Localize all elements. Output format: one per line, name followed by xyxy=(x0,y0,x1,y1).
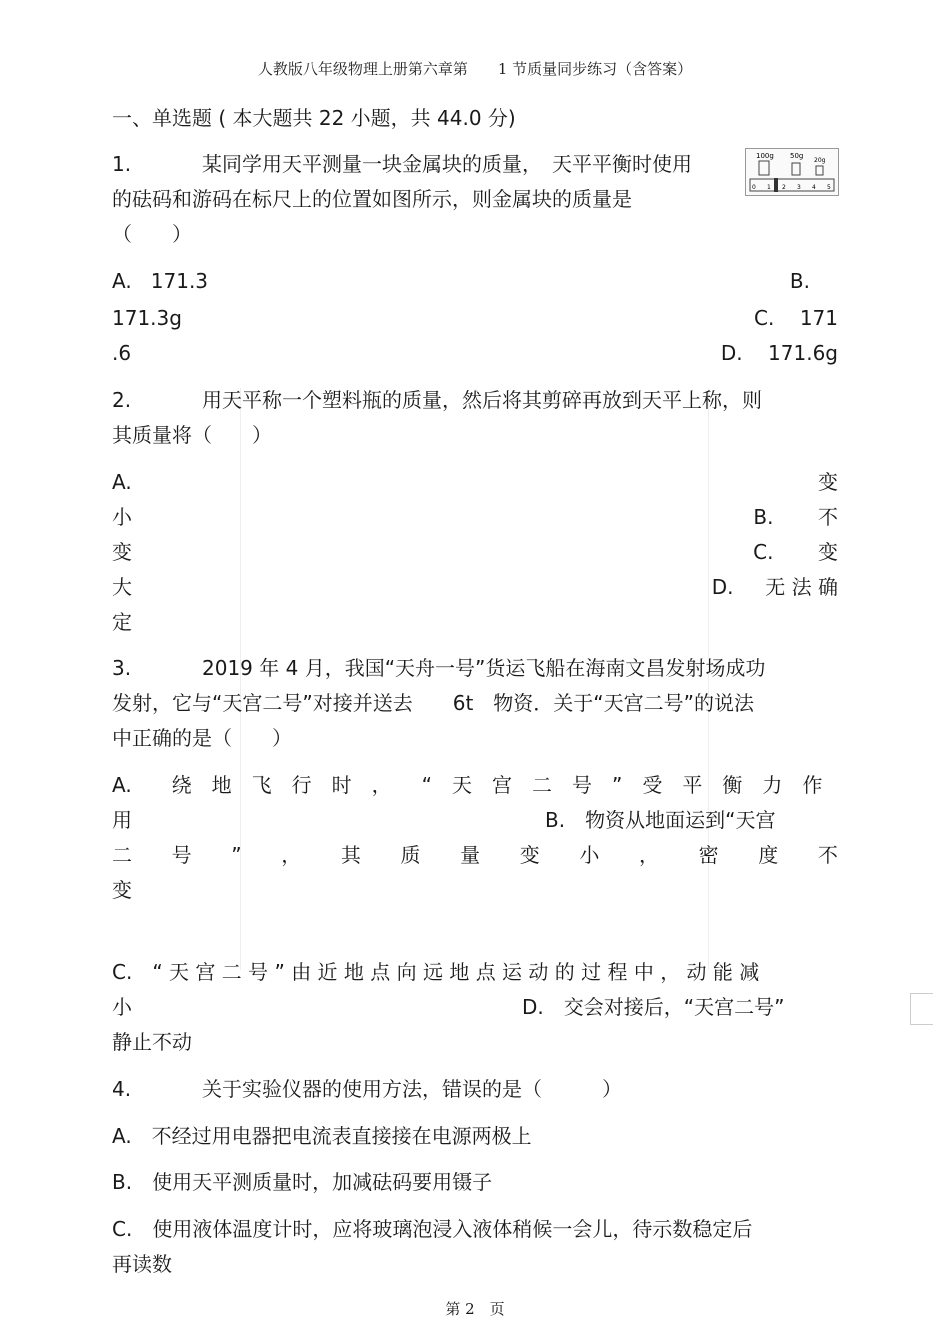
q2-option-a-text-1: 变 xyxy=(818,470,838,494)
scale-tick-4: 4 xyxy=(812,184,816,191)
q2-option-b: B. 不 xyxy=(753,505,838,529)
q4-number: 4. xyxy=(112,1077,132,1101)
q3-line3: 中正确的是（ ） xyxy=(112,726,292,750)
q2-line1 xyxy=(112,386,838,414)
scale-tick-1: 1 xyxy=(767,184,771,191)
q3-option-c-line2: 小 xyxy=(112,995,132,1019)
weight-100g-icon xyxy=(759,161,769,175)
q4-option-a: A. 不经过用电器把电流表直接接在电源两极上 xyxy=(112,1124,532,1148)
q1-text-1: 某同学用天平测量一块金属块的质量， 天平平衡时使用 xyxy=(202,152,692,176)
scale-ruler xyxy=(750,179,834,191)
weight-50g-label: 50g xyxy=(790,152,804,160)
q1-option-b-label: B. xyxy=(789,269,810,293)
q1-option-c-text-cont: .6 xyxy=(112,341,132,365)
q3-option-b-line3: 变 xyxy=(112,878,132,902)
q2-option-a-label: A. xyxy=(112,470,132,494)
scale-tick-2: 2 xyxy=(782,184,786,191)
q1-option-a: A. 171.3 xyxy=(112,269,209,293)
q4-text-1: 关于实验仪器的使用方法，错误的是（ ） xyxy=(202,1077,622,1101)
scale-tick-3: 3 xyxy=(797,184,801,191)
q2-option-c-text-2: 大 xyxy=(112,575,132,599)
q3-option-a-line1: A. 绕 地 飞 行 时 ， “ 天 宫 二 号 ” 受 平 衡 力 作 xyxy=(112,773,823,797)
q3-option-b-line2: 二 号 ” ， 其 质 量 变 小 ， 密 度 不 xyxy=(112,843,838,867)
q2-option-b-text-2: 变 xyxy=(112,540,132,564)
q3-option-d-line2: 静止不动 xyxy=(112,1030,192,1054)
q3-option-d-line1: D. 交会对接后，“天宫二号” xyxy=(522,995,785,1019)
q3-line1 xyxy=(112,654,838,682)
scale-tick-5: 5 xyxy=(827,184,831,191)
q1-option-b-text: 171.3g xyxy=(112,306,182,330)
scale-ticks xyxy=(752,184,831,191)
q2-text-1: 用天平称一个塑料瓶的质量，然后将其剪碎再放到天平上称，则 xyxy=(202,388,762,412)
section-title: 一、单选题 ( 本大题共 22 小题，共 44.0 分) xyxy=(112,106,516,130)
q1-line1 xyxy=(112,150,838,178)
q2-option-c: C. 变 xyxy=(753,540,838,564)
q2-options-row2 xyxy=(112,503,838,531)
q1-options-row2 xyxy=(112,304,838,332)
q2-options-row1 xyxy=(112,468,838,496)
rider-slider xyxy=(774,178,778,192)
q1-options-row3 xyxy=(112,339,838,367)
q3-option-c-line1: C. “ 天 宫 二 号 ” 由 近 地 点 向 远 地 点 运 动 的 过 程 中 ， 动 能 减 xyxy=(112,960,760,984)
q2-option-d-text-2: 定 xyxy=(112,610,132,634)
q1-option-d: D. 171.6g xyxy=(720,341,838,365)
q3-option-row-cd xyxy=(112,993,838,1021)
q1-line3: （ ） xyxy=(112,222,192,246)
q1-option-c: C. 171 xyxy=(754,306,838,330)
weight-20g-label: 20g xyxy=(814,157,826,164)
page-footer-number: 第 2 页 xyxy=(445,1300,505,1318)
page-corner-mark xyxy=(910,993,933,1025)
q1-options-row1 xyxy=(112,267,838,295)
scale-tick-0: 0 xyxy=(752,184,756,191)
q1-number: 1. xyxy=(112,152,132,176)
weight-20g-icon xyxy=(816,166,823,175)
q2-line2: 其质量将（ ） xyxy=(112,423,272,447)
q2-option-d: D. 无 法 确 xyxy=(711,575,838,599)
q4-line1 xyxy=(112,1075,838,1103)
page-header-title: 人教版八年级物理上册第六章第 1 节质量同步练习（含答案） xyxy=(257,60,693,78)
q3-option-row-ab xyxy=(112,806,838,834)
q1-line2: 的砝码和游码在标尺上的位置如图所示，则金属块的质量是 xyxy=(112,187,632,211)
q2-number: 2. xyxy=(112,388,132,412)
weight-100g-label: 100g xyxy=(756,152,774,160)
q2-options-row4 xyxy=(112,573,838,601)
q2-options-row3 xyxy=(112,538,838,566)
q3-option-a-line2: 用 xyxy=(112,808,132,832)
q4-option-c-line1: C. 使用液体温度计时，应将玻璃泡浸入液体稍候一会儿，待示数稳定后 xyxy=(112,1217,753,1241)
q4-option-b: B. 使用天平测质量时，加减砝码要用镊子 xyxy=(112,1170,493,1194)
q3-text-1: 2019 年 4 月，我国“天舟一号”货运飞船在海南文昌发射场成功 xyxy=(202,656,766,680)
q2-option-a-text-2: 小 xyxy=(112,505,132,529)
weight-50g-icon xyxy=(792,163,800,175)
q4-option-c-line2: 再读数 xyxy=(112,1252,172,1276)
balance-weights-figure xyxy=(745,148,839,196)
q3-line2: 发射，它与“天宫二号”对接并送去 6t 物资．关于“天宫二号”的说法 xyxy=(112,691,755,715)
balance-figure-svg xyxy=(746,149,838,195)
q3-number: 3. xyxy=(112,656,132,680)
q3-option-b-line1: B. 物资从地面运到“天宫 xyxy=(545,808,776,832)
